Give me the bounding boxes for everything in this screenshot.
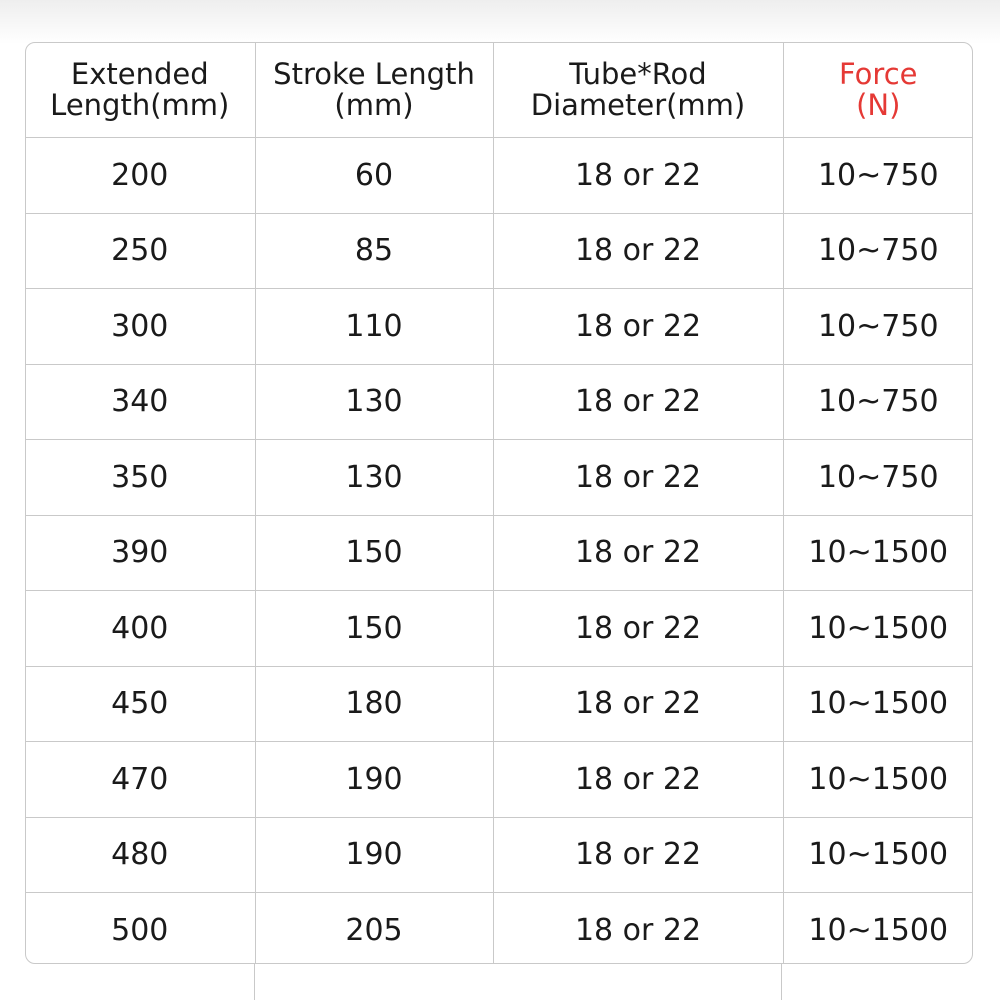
table-row [25,817,973,893]
cell-tube-rod-diameter: 18 or 22 [493,817,783,893]
cell-extended-length: 340 [25,364,255,440]
cell-force: 10~1500 [783,666,973,742]
cell-stroke-length: 130 [255,440,493,516]
header-stroke-length [255,42,493,138]
cell-extended-length: 450 [25,666,255,742]
cell-tube-rod-diameter: 18 or 22 [493,440,783,516]
cell-force: 10~1500 [783,515,973,591]
cell-extended-length: 350 [25,440,255,516]
table-row [25,515,973,591]
header-stroke-length-line2: (mm) [334,87,414,122]
cell-extended-length: 500 [25,893,255,965]
cell-stroke-length: 190 [255,817,493,893]
cell-tube-rod-diameter: 18 or 22 [493,289,783,365]
header-tube-rod-diameter [493,42,783,138]
table-row [25,742,973,818]
header-row [25,42,973,138]
cell-stroke-length: 180 [255,666,493,742]
cell-stroke-length: 150 [255,591,493,667]
cell-force: 10~1500 [783,817,973,893]
cell-tube-rod-diameter: 18 or 22 [493,138,783,214]
cell-extended-length: 200 [25,138,255,214]
cell-force: 10~750 [783,213,973,289]
column-divider-tail [254,964,255,1000]
cell-force: 10~750 [783,440,973,516]
cell-tube-rod-diameter: 18 or 22 [493,893,783,965]
cell-stroke-length: 85 [255,213,493,289]
cell-tube-rod-diameter: 18 or 22 [493,591,783,667]
header-tube-rod-diameter-line1: Tube*Rod [569,56,707,91]
table-row [25,666,973,742]
table-row [25,213,973,289]
table-row [25,289,973,365]
spec-table [25,42,973,964]
cell-stroke-length: 130 [255,364,493,440]
cell-stroke-length: 150 [255,515,493,591]
cell-extended-length: 480 [25,817,255,893]
table-row [25,138,973,214]
cell-stroke-length: 205 [255,893,493,965]
header-extended-length-line1: Extended [70,56,209,91]
cell-stroke-length: 190 [255,742,493,818]
header-tube-rod-diameter-line2: Diameter(mm) [530,87,746,122]
cell-tube-rod-diameter: 18 or 22 [493,364,783,440]
spec-table-card [25,42,973,964]
cell-force: 10~750 [783,364,973,440]
cell-force: 10~1500 [783,591,973,667]
spec-table-body [25,138,973,965]
cell-tube-rod-diameter: 18 or 22 [493,742,783,818]
cell-tube-rod-diameter: 18 or 22 [493,515,783,591]
header-extended-length [25,42,255,138]
cell-stroke-length: 110 [255,289,493,365]
cell-force: 10~1500 [783,742,973,818]
column-divider-tail [781,964,782,1000]
cell-extended-length: 300 [25,289,255,365]
header-force-line1: Force [839,56,918,91]
header-extended-length-line2: Length(mm) [50,87,230,122]
cell-tube-rod-diameter: 18 or 22 [493,213,783,289]
cell-extended-length: 400 [25,591,255,667]
cell-tube-rod-diameter: 18 or 22 [493,666,783,742]
table-row [25,440,973,516]
spec-table-header [25,42,973,138]
cell-force: 10~750 [783,289,973,365]
cell-extended-length: 390 [25,515,255,591]
table-row [25,893,973,965]
header-stroke-length-line1: Stroke Length [273,56,475,91]
cell-force: 10~1500 [783,893,973,965]
table-row [25,364,973,440]
cell-extended-length: 470 [25,742,255,818]
top-background-fade [0,0,1000,44]
header-force-line2: (N) [856,87,901,122]
header-force [783,42,973,138]
table-row [25,591,973,667]
cell-force: 10~750 [783,138,973,214]
cell-stroke-length: 60 [255,138,493,214]
cell-extended-length: 250 [25,213,255,289]
